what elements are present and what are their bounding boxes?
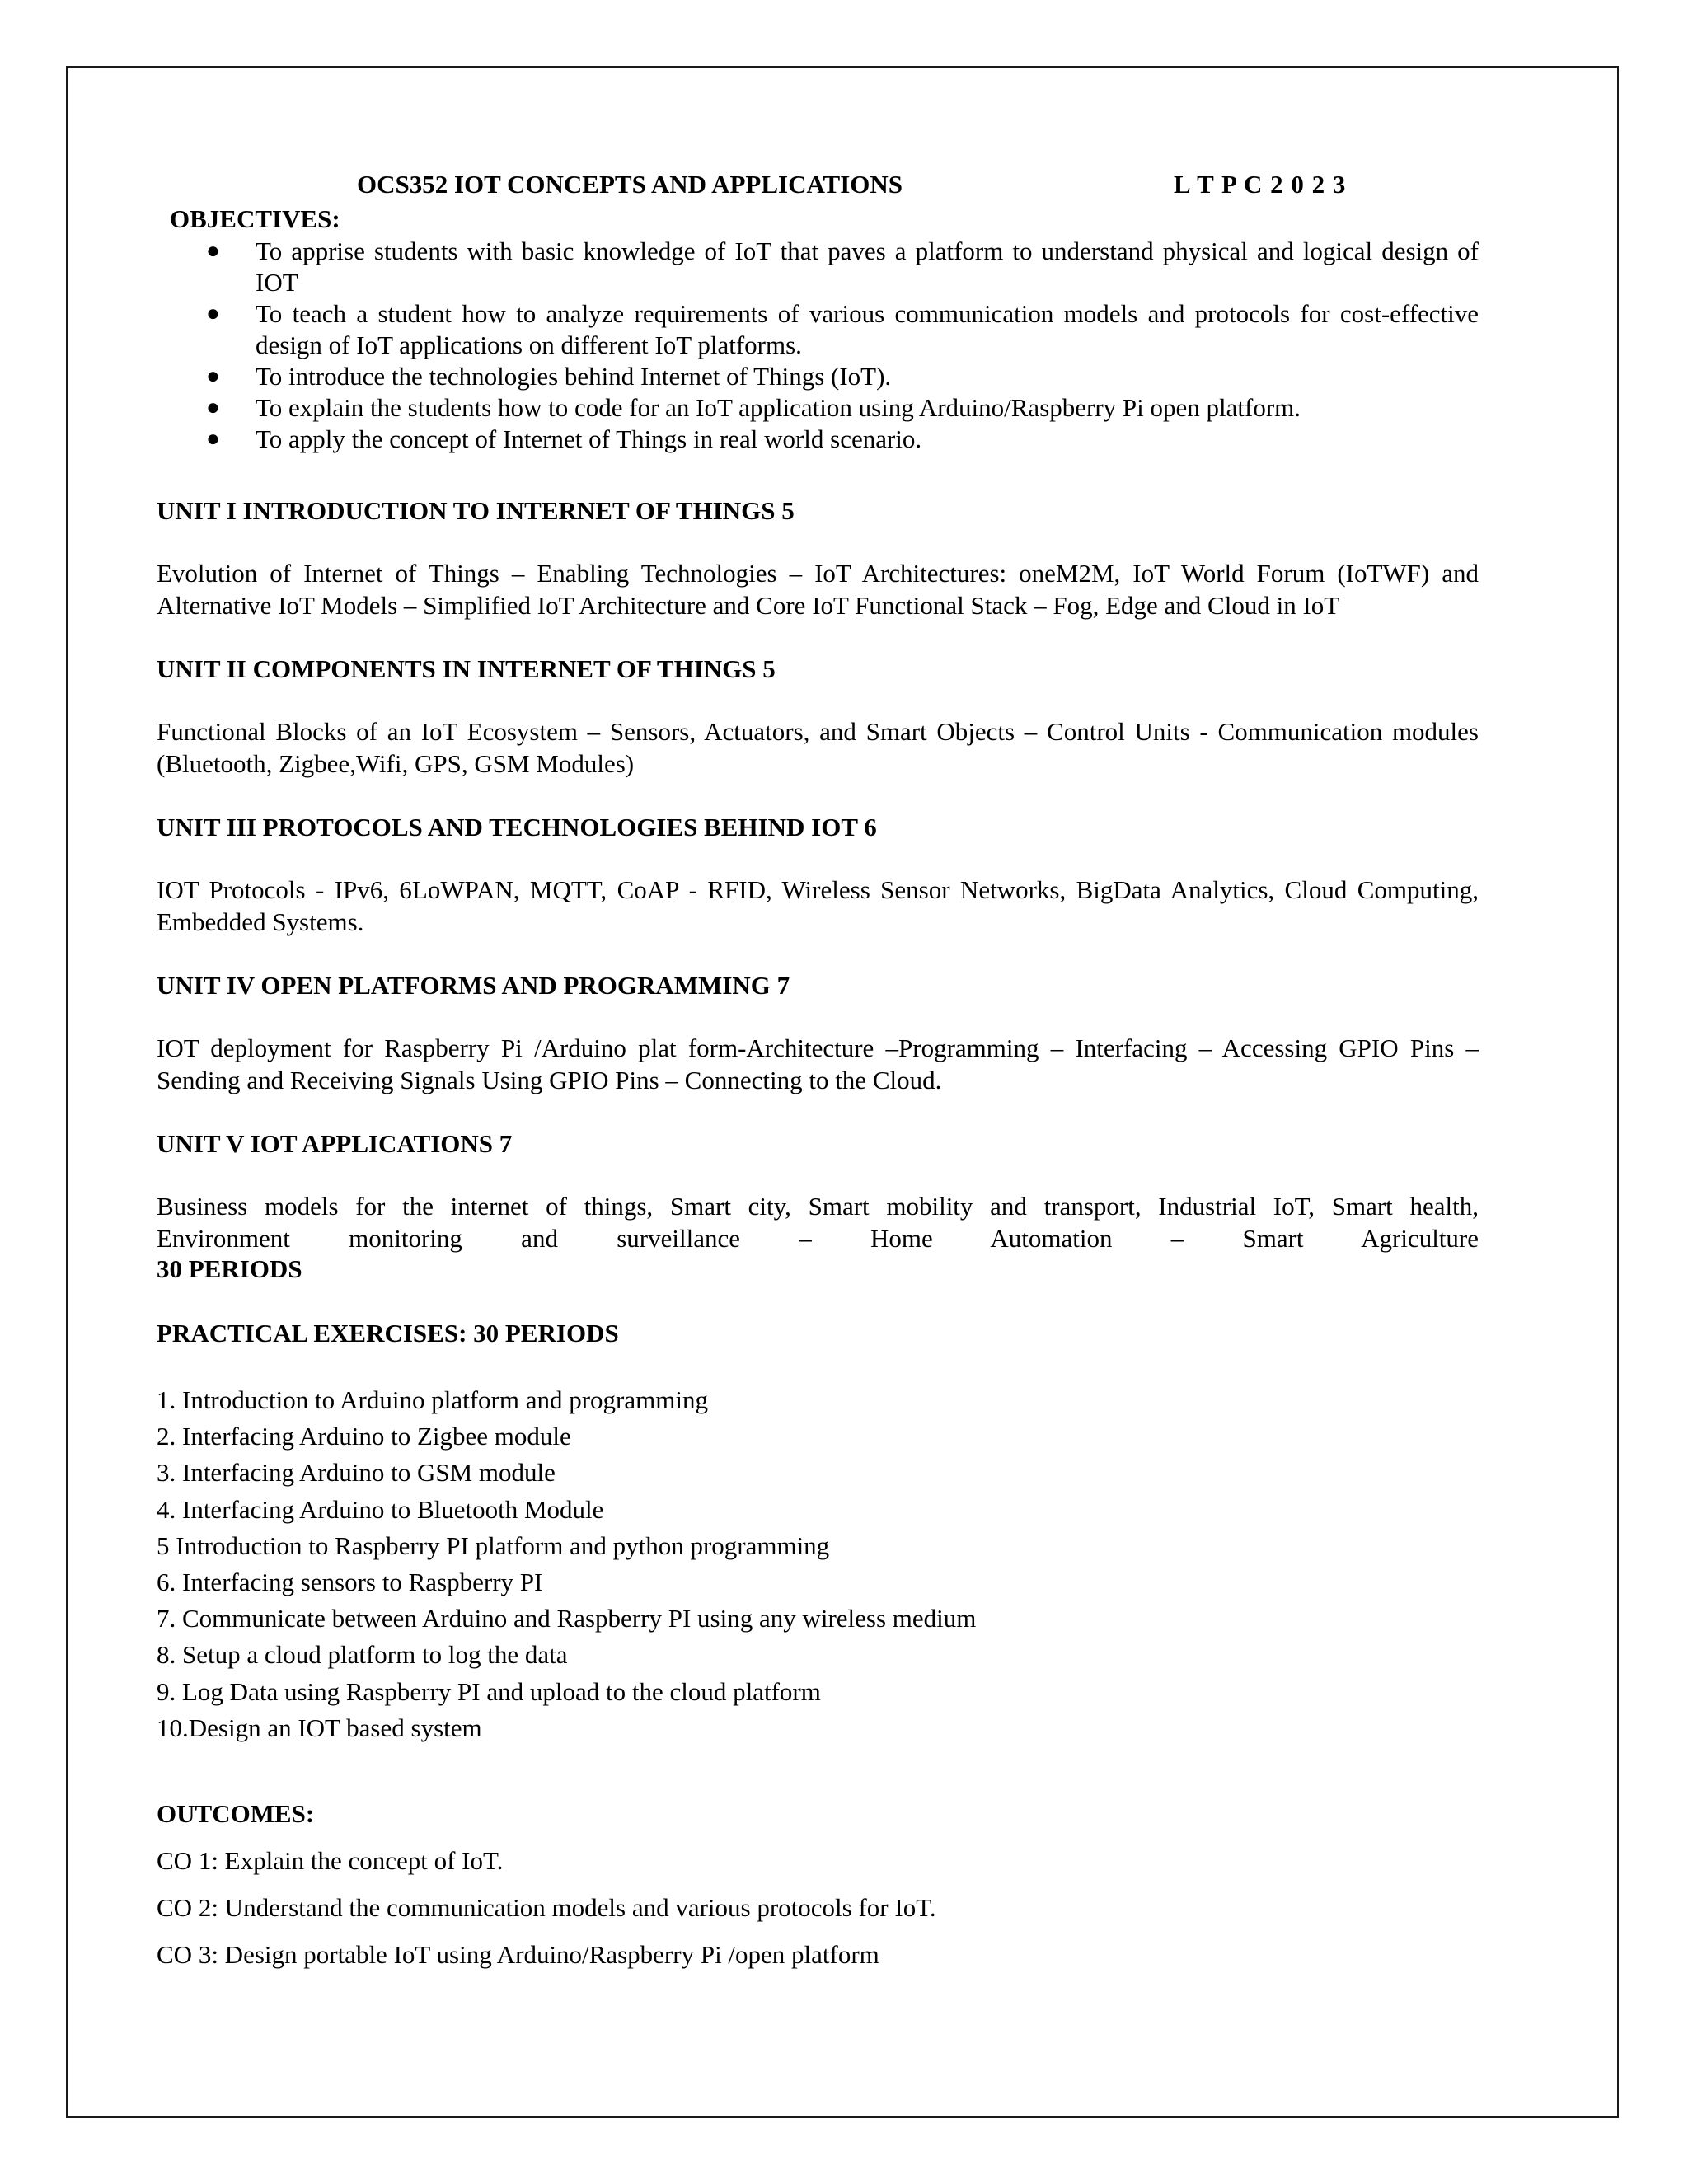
list-item: 5 Introduction to Raspberry PI platform and python programming — [157, 1530, 830, 1560]
bullet-icon: ● — [206, 426, 220, 452]
objective-item: ● To apply the concept of Internet of Things in real world scenario. — [206, 424, 922, 453]
unit-4-heading: UNIT IV OPEN PLATFORMS AND PROGRAMMING 7 — [157, 971, 790, 1000]
unit-4-text: IOT deployment for Raspberry Pi /Arduino plat form-Architecture –Programming – Interfacing – Accessing GPIO Pins – Sending and Receiving Signals Using GPIO Pins – Connecting to the Cloud. — [157, 1033, 1479, 1094]
outcome-item: CO 2: Understand the communication models and various protocols for IoT. — [157, 1893, 936, 1922]
list-item: 10.Design an IOT based system — [157, 1713, 482, 1742]
unit-5-heading: UNIT V IOT APPLICATIONS 7 — [157, 1129, 513, 1158]
list-item: 2. Interfacing Arduino to Zigbee module — [157, 1422, 571, 1451]
objective-item: ● To apprise students with basic knowledge of IoT that paves a platform to understand physical and logical design of IOT — [206, 237, 1479, 297]
objectives-list — [201, 236, 1479, 455]
bullet-icon: ● — [206, 363, 220, 389]
bullet-icon: ● — [206, 301, 220, 326]
bullet-icon: ● — [206, 238, 220, 264]
objective-item: ● To explain the students how to code for an IoT application using Arduino/Raspberry Pi open platform. — [206, 393, 1301, 422]
practical-list — [157, 1382, 976, 1746]
list-item: 7. Communicate between Arduino and Raspberry PI using any wireless medium — [157, 1604, 977, 1633]
unit-1-heading: UNIT I INTRODUCTION TO INTERNET OF THINGS 5 — [157, 496, 795, 525]
bullet-icon: ● — [206, 395, 220, 420]
objectives-heading: OBJECTIVES: — [170, 204, 340, 233]
objective-item: ● To teach a student how to analyze requirements of various communication models and protocols for cost-effective design of IoT applications on different IoT platforms. — [206, 299, 1479, 359]
unit-3-heading: UNIT III PROTOCOLS AND TECHNOLOGIES BEHIND IOT 6 — [157, 813, 877, 841]
outcome-item: CO 3: Design portable IoT using Arduino/Raspberry Pi /open platform — [157, 1940, 879, 1969]
unit-3-text: IOT Protocols - IPv6, 6LoWPAN, MQTT, CoAP - RFID, Wireless Sensor Networks, BigData Analytics, Cloud Computing, Embedded Systems. — [157, 875, 1479, 936]
list-item: 1. Introduction to Arduino platform and programming — [157, 1385, 708, 1414]
ltpc-credits: L T P C 2 0 2 3 — [1174, 170, 1347, 199]
outcomes-heading: OUTCOMES: — [157, 1799, 315, 1828]
unit-5-text-line-2: Environment monitoring and surveillance – Home Automation – Smart Agriculture — [157, 1224, 1479, 1253]
list-item: 4. Interfacing Arduino to Bluetooth Module — [157, 1494, 604, 1524]
unit-2-text: Functional Blocks of an IoT Ecosystem – Sensors, Actuators, and Smart Objects – Control Units - Communication modules (Bluetooth, Zigbee,Wifi, GPS, GSM Modules) — [157, 717, 1479, 778]
theory-periods: 30 PERIODS — [157, 1254, 302, 1283]
list-item: 8. Setup a cloud platform to log the data — [157, 1640, 568, 1670]
list-item: 6. Interfacing sensors to Raspberry PI — [157, 1568, 543, 1597]
unit-1-text: Evolution of Internet of Things – Enabling Technologies – IoT Architectures: oneM2M, IoT World Forum (IoTWF) and Alternative IoT Models – Simplified IoT Architecture and Core IoT Functional Stack – Fog, Edge and Cloud in IoT — [157, 559, 1479, 620]
objective-item: ● To introduce the technologies behind Internet of Things (IoT). — [206, 362, 892, 391]
outcome-item: CO 1: Explain the concept of IoT. — [157, 1846, 504, 1875]
course-title: OCS352 IOT CONCEPTS AND APPLICATIONS — [357, 170, 903, 199]
unit-5-text-line-1: Business models for the internet of things, Smart city, Smart mobility and transport, Industrial IoT, Smart health, — [157, 1192, 1479, 1221]
list-item: 9. Log Data using Raspberry PI and upload to the cloud platform — [157, 1676, 821, 1706]
list-item: 3. Interfacing Arduino to GSM module — [157, 1458, 556, 1488]
unit-2-heading: UNIT II COMPONENTS IN INTERNET OF THINGS 5 — [157, 654, 776, 683]
practical-heading: PRACTICAL EXERCISES: 30 PERIODS — [157, 1319, 619, 1347]
